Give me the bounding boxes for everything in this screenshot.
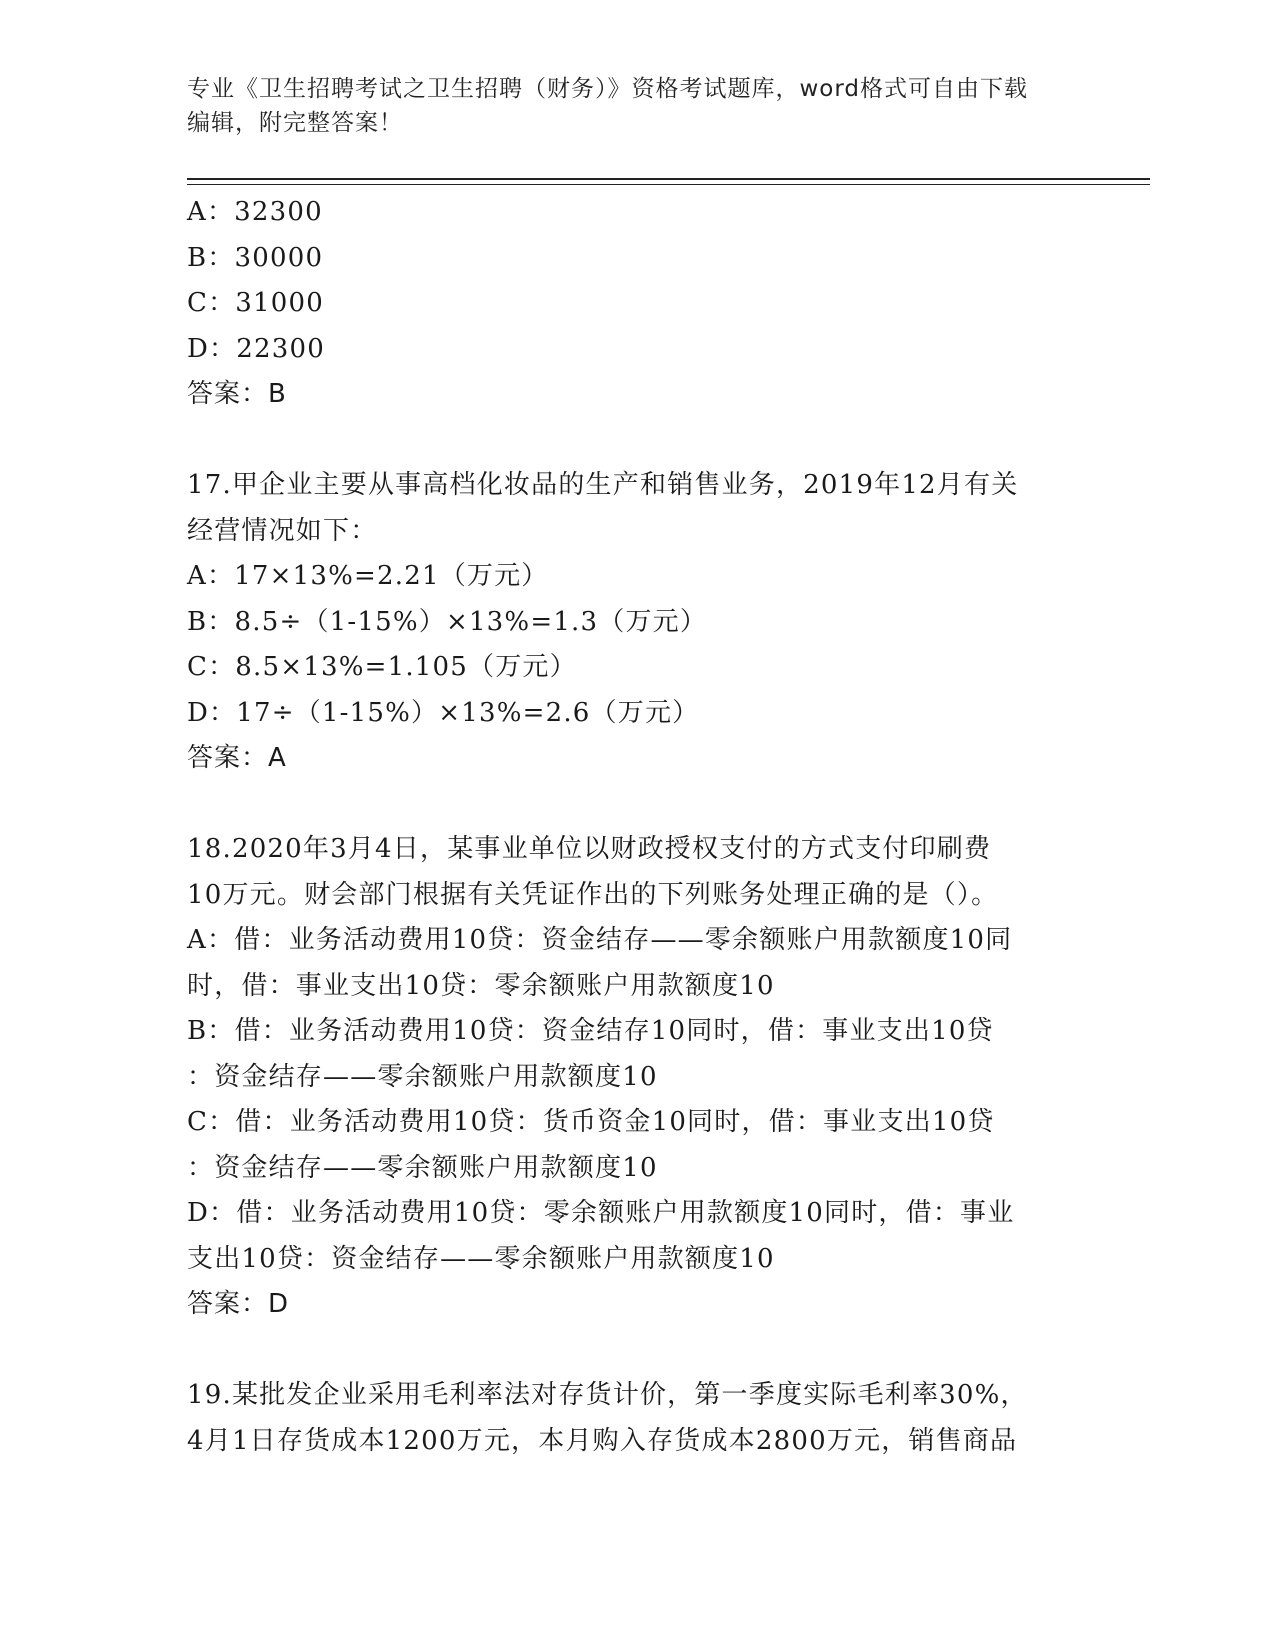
question-stem-line: 18.2020年3月4日，某事业单位以财政授权支付的方式支付印刷费: [187, 834, 992, 864]
header-line-2: 编辑，附完整答案！: [187, 110, 403, 136]
question-stem-line: 4月1日存货成本1200万元，本月购入存货成本2800万元，销售商品: [187, 1425, 1018, 1456]
question-19: [187, 1373, 1087, 1464]
question-16: [187, 190, 1087, 418]
question-stem-line: 经营情况如下：: [187, 515, 378, 546]
answer: 答案：A: [187, 743, 287, 773]
question-stem-line: 19.某批发企业采用毛利率法对存货计价，第一季度实际毛利率30%，: [187, 1380, 1028, 1410]
question-stem-line: 10万元。财会部门根据有关凭证作出的下列账务处理正确的是（）。: [187, 879, 999, 910]
spacer: [187, 418, 1087, 464]
option-c: C：借：业务活动费用10贷：货币资金10同时，借：事业支出10贷: [187, 1107, 995, 1137]
spacer: [187, 782, 1087, 828]
option-a: A：17×13%=2.21（万元）: [187, 561, 549, 591]
option-c-cont: ：资金结存——零余额账户用款额度10: [187, 1152, 658, 1183]
option-d-cont: 支出10贷：资金结存——零余额账户用款额度10: [187, 1243, 775, 1274]
option-a: A：32300: [187, 197, 323, 227]
option-b: B：30000: [187, 242, 324, 273]
option-c: C：31000: [187, 288, 325, 318]
option-b-cont: ：资金结存——零余额账户用款额度10: [187, 1061, 658, 1092]
answer: 答案：B: [187, 379, 287, 409]
option-b: B：8.5÷（1-15%）×13%=1.3（万元）: [187, 606, 708, 637]
question-18: [187, 827, 1087, 1328]
header-line-1: 专业《卫生招聘考试之卫生招聘（财务）》资格考试题库，word格式可自由下载: [187, 76, 1029, 102]
option-a-cont: 时，借：事业支出10贷：零余额账户用款额度10: [187, 970, 775, 1001]
option-d: D：借：业务活动费用10贷：零余额账户用款额度10同时，借：事业: [187, 1198, 1015, 1228]
page-header: [187, 72, 1067, 140]
option-d: D：17÷（1-15%）×13%=2.6（万元）: [187, 697, 700, 728]
spacer: [187, 1328, 1087, 1374]
option-c: C：8.5×13%=1.105（万元）: [187, 652, 577, 682]
header-rule-thick: [187, 178, 1150, 180]
question-stem-line: 17.甲企业主要从事高档化妆品的生产和销售业务，2019年12月有关: [187, 470, 1019, 500]
option-d: D：22300: [187, 333, 325, 364]
question-content: [187, 190, 1087, 1464]
header-rule-thin: [187, 184, 1150, 185]
question-17: [187, 463, 1087, 782]
option-a: A：借：业务活动费用10贷：资金结存——零余额账户用款额度10同: [187, 925, 1013, 955]
option-b: B：借：业务活动费用10贷：资金结存10同时，借：事业支出10贷: [187, 1016, 994, 1046]
answer: 答案：D: [187, 1289, 290, 1319]
